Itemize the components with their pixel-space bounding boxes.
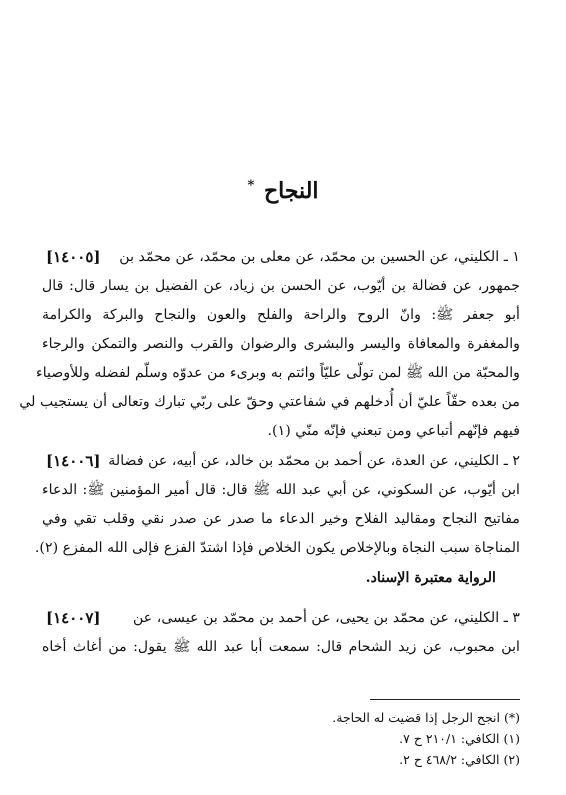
footnote: (٢) الكافي: ٤٦٨/٢ ح ٢. — [399, 752, 520, 767]
hadith-number: [١٤٠٠٥] — [46, 248, 101, 266]
hadith-line: أبو جعفر ﷺ: وانّ الروح والراحة والفلح والعون والنجاح والبركة والكرامة — [42, 307, 520, 323]
hadith-line: من بعده حقّاً عليّ أن أُدخلهم في شفاعتي وحقّ على ربّي تبارك وتعالى أن يستجيب لي — [19, 394, 520, 410]
hadith-line: ابن محبوب، عن زيد الشحام قال: سمعت أبا عبد الله ﷺ يقول: من أغاث أخاه — [42, 639, 520, 655]
hadith-line: ٢ ـ الكليني، عن العدة، عن أحمد بن محمّد بن خالد، عن أبيه، عن فضالة — [108, 453, 520, 469]
hadith-line: ابن أيّوب، عن السكوني، عن أبي عبد الله ﷺ قال: قال أمير المؤمنين ﷺ: الدعاء — [42, 482, 520, 498]
hadith-line: ١ ـ الكليني، عن الحسين بن محمّد، عن معلى بن محمّد، عن محمّد بن — [119, 249, 520, 265]
hadith-note: الرواية معتبرة الإسناد. — [365, 570, 496, 586]
hadith-line: جمهور، عن فضالة بن أيّوب، عن الحسن بن زياد، عن الفضيل بن يسار قال: قال — [42, 278, 520, 294]
hadith-line: والمغفرة والمعافاة واليسر والبشرى والرضوان والقرب والنصر والتمكن والرجاء — [42, 336, 520, 352]
hadith-line: مفاتيح النجاح ومقاليد الفلاح وخير الدعاء ما صدر عن صدر نقي وقلب تقي وفي — [42, 511, 520, 527]
hadith-number: [١٤٠٠٦] — [46, 452, 101, 470]
footnote: (١) الكافي: ٢١٠/١ ح ٧. — [399, 731, 520, 746]
hadith-number: [١٤٠٠٧] — [46, 609, 101, 627]
chapter-title-footnote-mark: * — [247, 178, 255, 193]
chapter-title — [0, 178, 566, 204]
hadith-line: والمحبّة من الله ﷺ لمن تولّى عليّاً وائتم به وبرىء من عدوّه وسلّم لفضله وللأوصياء — [36, 365, 520, 381]
footnote: (*) انجح الرجل إذا قضيت له الحاجة. — [332, 710, 520, 725]
hadith-line: المناجاة سبب النجاة وبالإخلاص يكون الخلاص فإذا اشتدّ الفزع فإلى الله المفزع (٢). — [34, 540, 520, 556]
hadith-line: ٣ ـ الكليني، عن محمّد بن يحيى، عن أحمد بن محمّد بن عيسى، عن — [133, 610, 520, 626]
chapter-title-text: النجاح — [263, 178, 319, 204]
footnote-separator — [370, 699, 520, 700]
hadith-line: فيهم فإنّهم أتباعي ومن تبعني فإنّه منّي (١). — [267, 423, 520, 439]
